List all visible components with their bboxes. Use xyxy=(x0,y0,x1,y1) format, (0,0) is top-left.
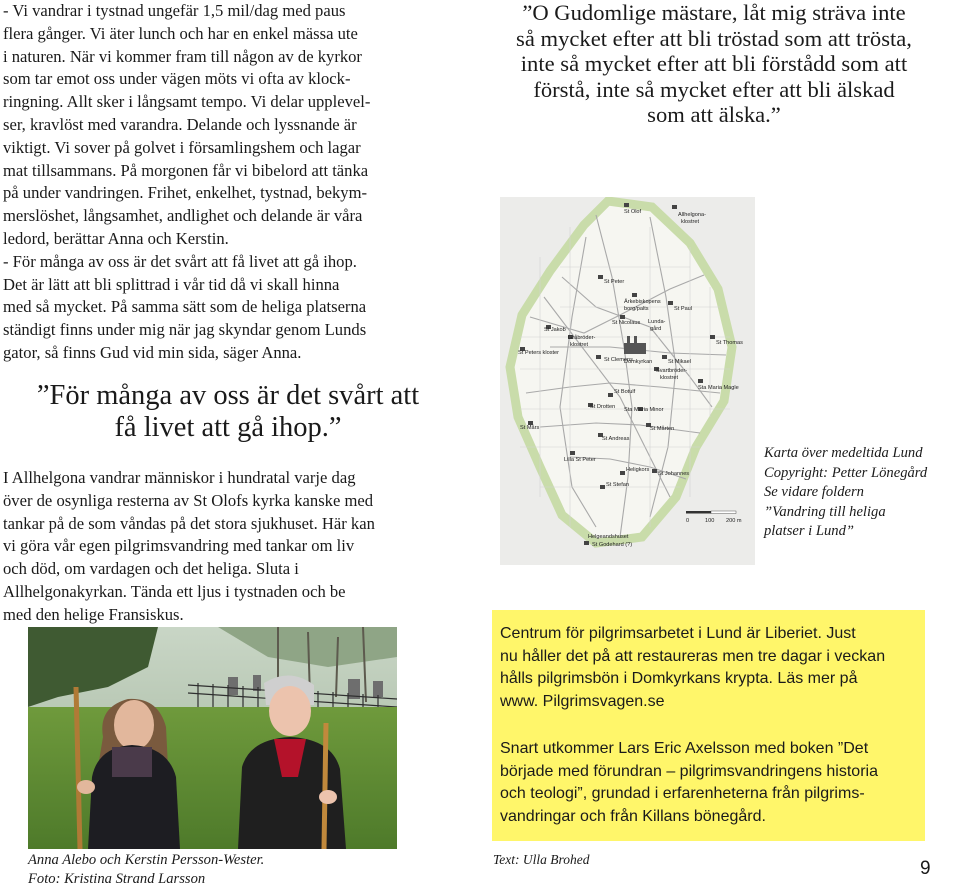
map-label-st-thomas: St Thomas xyxy=(716,340,743,346)
map-caption-folder: platser i Lund” xyxy=(764,523,855,540)
text-line: Allhelgonakyrkan. Tända ett ljus i tystnaden och be xyxy=(3,581,346,601)
map-label-svartbroder: Svartbröder- xyxy=(656,368,688,374)
photo-caption-names: Anna Alebo och Kerstin Persson-Wester. xyxy=(28,852,265,868)
map-label-arkebiskop: borg/palts xyxy=(624,306,649,312)
text-line: ser, kravlöst med varandra. Delande och lyssnande är xyxy=(3,114,357,134)
map-caption-folder: ”Vandring till heliga xyxy=(764,503,886,520)
map-label-st-olof: St Olof xyxy=(624,209,642,215)
prayer-quote-line: förstå, inte så mycket efter att bli älskad xyxy=(533,76,895,102)
map-label-allhelgona: Allhelgona- xyxy=(678,212,706,218)
text-line: flera gånger. Vi äter lunch och har en enkel mässa ute xyxy=(3,23,358,43)
scale-label: 0 xyxy=(686,518,690,524)
map-label-st-botulf: St Botulf xyxy=(614,389,636,395)
map-label-st-andreas: St Andreas xyxy=(602,436,630,442)
text-line: - Vi vandrar i tystnad ungefär 1,5 mil/dag med paus xyxy=(3,1,346,20)
map-caption-copyright: Copyright: Petter Lönegård xyxy=(764,464,928,481)
text-line: I Allhelgona vandrar människor i hundratal varje dag xyxy=(3,468,356,487)
text-line: tankar på de som våndas på det stora sjukhuset. Här kan xyxy=(3,513,375,533)
text-line: med så mycket. På samma sätt som de heliga platserna xyxy=(3,297,367,317)
prayer-quote xyxy=(495,0,933,128)
map-label-lundagard: Lunda- xyxy=(648,319,666,325)
text-line: ledord, berättar Anna och Kerstin. xyxy=(3,228,229,248)
scale-label: 200 m xyxy=(726,518,742,524)
text-line: på under vandringen. Frihet, enkelhet, tystnad, bekym- xyxy=(3,183,368,203)
map-label-lilla-st-peter: Lilla St Peter xyxy=(564,457,596,463)
map-label-st-nicolaus: St Nicolaus xyxy=(612,320,641,326)
map-label-st-jakob: St Jakob xyxy=(544,327,566,333)
map-label-st-peters-kloster: St Peters kloster xyxy=(518,350,560,356)
map-label-svartbroder: klostret xyxy=(660,375,679,381)
map-label-domkyrkan: Domkyrkan xyxy=(624,359,653,365)
text-line: ringning. Allt sker i långsamt tempo. Vi delar upplevel- xyxy=(3,92,371,112)
info-box-paragraph xyxy=(500,623,920,713)
photo-caption-credit: Foto: Kristina Strand Larsson xyxy=(28,871,206,887)
text-line: och teologi”, grundad i erfarenheterna från pilgrims- xyxy=(500,785,865,802)
map-label-st-mikael: St Mikael xyxy=(668,359,692,365)
map-label-heligkors: Heligkors xyxy=(626,467,650,473)
map-label-st-paul: St Paul xyxy=(674,306,693,312)
scale-label: 100 xyxy=(705,518,715,524)
text-line: med den helige Fransiskus. xyxy=(3,604,184,624)
text-line: och död, om vardagen och det heliga. Sluta i xyxy=(3,559,299,579)
text-line: vandringar och från Killans bönegård. xyxy=(500,807,766,825)
photo-caption xyxy=(28,851,388,889)
text-line: www. Pilgrimsvagen.se xyxy=(500,692,665,710)
text-line: i naturen. När vi kommer fram till någon av de kyrkor xyxy=(3,46,362,66)
info-box-paragraph xyxy=(500,738,925,828)
text-line: - För många av oss är det svårt att få livet att gå ihop. xyxy=(3,251,357,271)
text-line: Snart utkommer Lars Eric Axelsson med boken ”Det xyxy=(500,740,869,757)
map-label-st-stefan: St Stefan xyxy=(606,482,630,488)
pull-quote-line: få livet att gå ihop.” xyxy=(114,412,342,443)
map-label-st-drotten: St Drotten xyxy=(590,404,616,410)
text-line: nu håller det på att restaureras men tre dagar i veckan xyxy=(500,647,886,665)
prayer-quote-line: inte så mycket efter att bli förstådd som att xyxy=(520,51,908,76)
prayer-quote-line: så mycket efter att bli tröstad som att trösta, xyxy=(516,25,912,51)
map-label-st-godehard: St Godehard (?) xyxy=(592,542,633,548)
map-label-sta-maria-magle: Sta Maria Magle xyxy=(698,385,739,391)
text-line: vi göra vår egen pilgrimsvandring med tankar om liv xyxy=(3,536,355,556)
text-line: började med förundran – pilgrimsvandringens historia xyxy=(500,762,878,780)
text-line: ständigt finns under mig när jag skyndar genom Lunds xyxy=(3,320,367,340)
text-line: hålls pilgrimsbön i Domkyrkans krypta. Läs mer på xyxy=(500,670,858,687)
map-label-sta-maria-minor: Sta Maria Minor xyxy=(624,407,664,413)
map-graphic xyxy=(500,197,755,565)
author-credit: Text: Ulla Brohed xyxy=(493,852,590,867)
prayer-quote-line: som att älska.” xyxy=(647,102,781,127)
text-line: gator, så finns Gud vid min sida, säger Anna. xyxy=(3,342,302,362)
map-label-arkebiskop: Ärkebiskopens xyxy=(624,299,661,305)
page-number: 9 xyxy=(920,858,931,879)
map-caption xyxy=(764,444,959,542)
intro-paragraph xyxy=(3,0,439,365)
text-line: Det är lätt att bli splittrad i vår tid då vi skall hinna xyxy=(3,274,340,294)
map-label-st-mans: St Mårs xyxy=(520,425,540,431)
map-label-helgeands: Helgeandshuset xyxy=(588,534,629,540)
photo-graphic xyxy=(28,627,397,849)
map-label-grabroder: Gråbröder- xyxy=(568,335,596,341)
map-label-grabroder: klostret xyxy=(570,342,589,348)
map-caption-title: Karta över medeltida Lund xyxy=(764,445,923,461)
map-label-lundagard: gård xyxy=(650,326,662,332)
map-label-st-johannes: St Johannes xyxy=(658,471,690,477)
text-line: viktigt. Vi sover på golvet i församlingshem och lagar xyxy=(3,137,361,157)
pull-quote xyxy=(8,380,448,444)
map-label-allhelgona: klostret xyxy=(681,219,700,225)
map-label-st-martin: St Mårten xyxy=(650,426,675,432)
text-line: över de osynliga resterna av St Olofs kyrka kanske med xyxy=(3,490,374,510)
medieval-lund-map xyxy=(500,197,755,565)
text-line: merslöshet, långsamhet, andlighet och delande är våra xyxy=(3,206,363,226)
map-label-st-peter: St Peter xyxy=(604,279,625,285)
text-line: som tar emot oss under vägen möts vi ofta av klock- xyxy=(3,69,351,89)
prayer-quote-line: ”O Gudomlige mästare, låt mig sträva inte xyxy=(522,0,906,25)
text-line: mat tillsammans. På morgonen får vi bibelord att tänka xyxy=(3,160,369,180)
map-label-st-clemens: St Clemens xyxy=(604,357,633,363)
allhelgona-paragraph xyxy=(3,467,443,627)
text-line: Centrum för pilgrimsarbetet i Lund är Liberiet. Just xyxy=(500,625,856,642)
map-caption-see-more: Se vidare foldern xyxy=(764,484,864,501)
pull-quote-line: ”För många av oss är det svårt att xyxy=(36,380,420,411)
pilgrims-photo xyxy=(28,627,397,849)
